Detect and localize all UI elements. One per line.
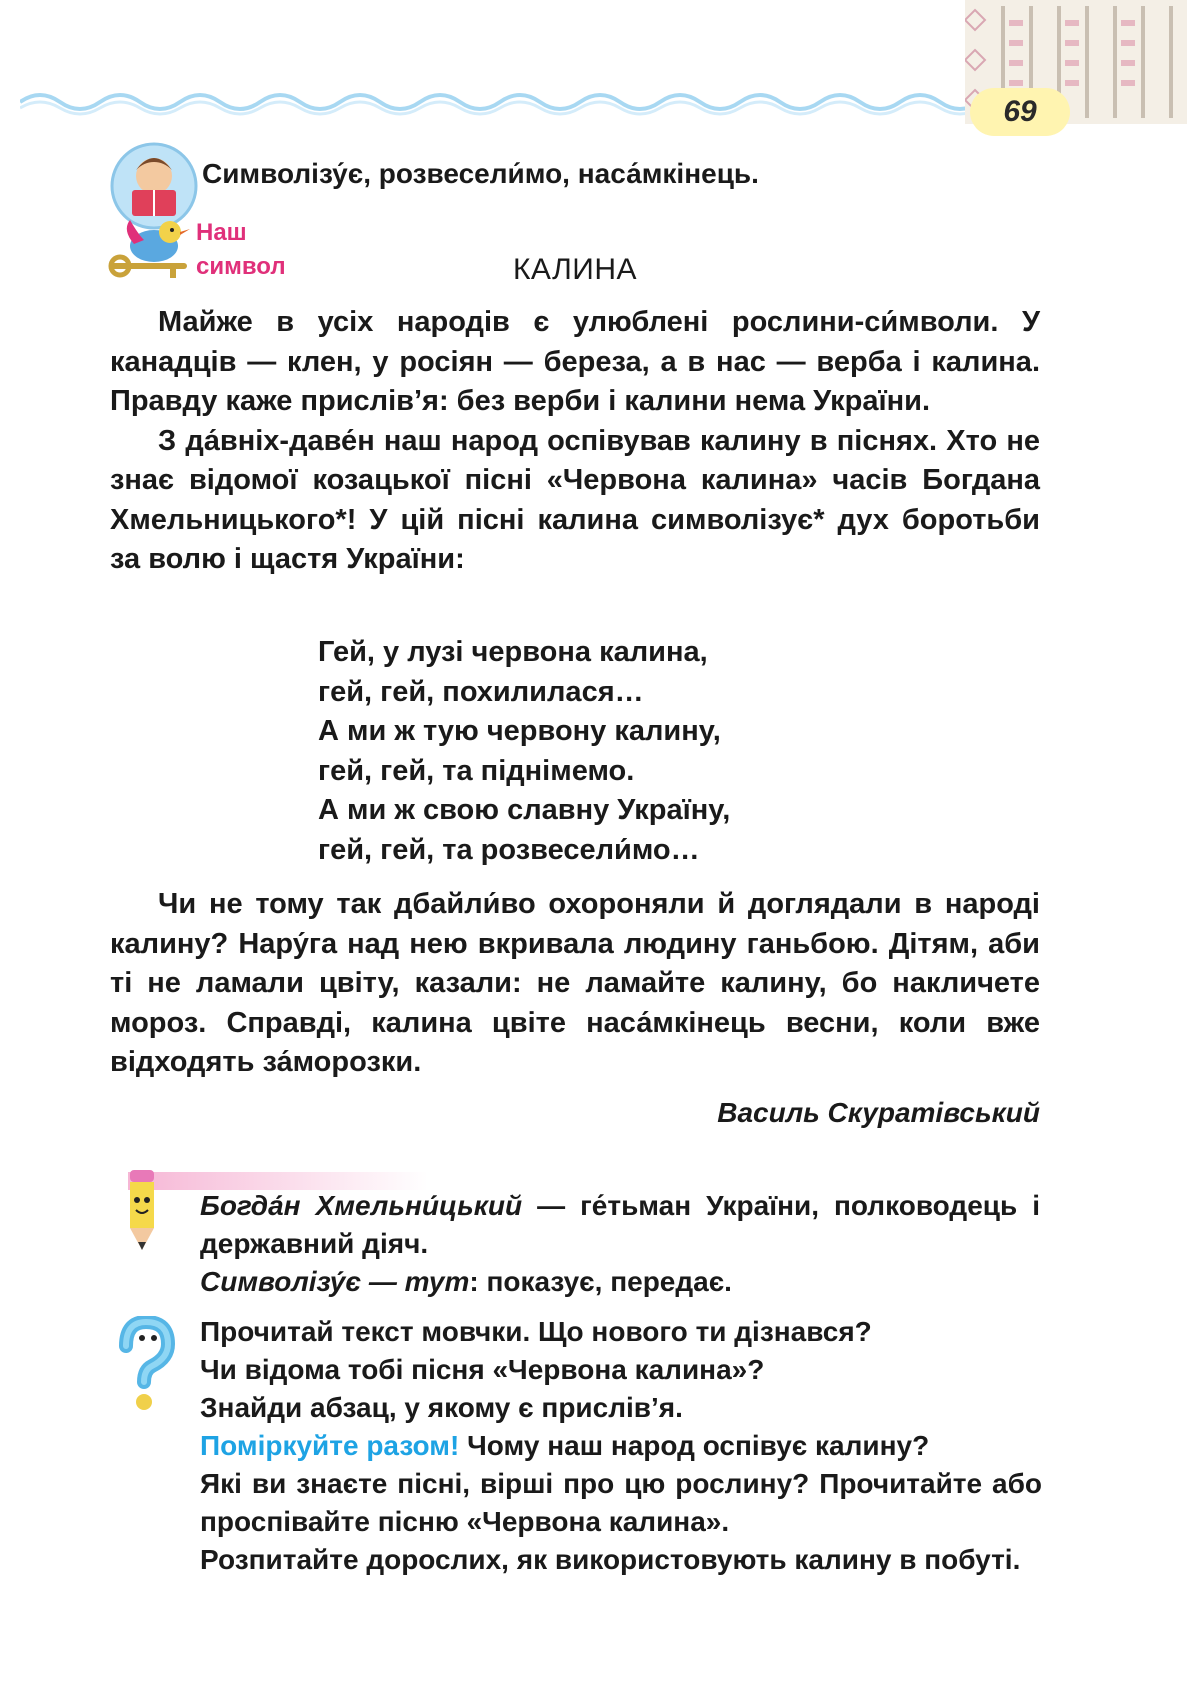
question-mark-character-icon — [112, 1316, 178, 1416]
verse-line: гей, гей, похилилася… — [318, 675, 644, 708]
paragraph-2: З да́вніх-даве́н наш народ оспівував калину в піснях. Хто не знає відомої козацької пісні «Червона калина» часів Богдана Хмельницького*! У цій пісні калина символізує* дух боротьби за волю і щастя України: — [110, 424, 1040, 575]
glossary-term: Богда́н Хмельни́цький — [200, 1190, 523, 1221]
questions-block — [200, 1313, 1042, 1579]
question-5: Які ви знаєте пісні, вірші про цю рослину? Прочитайте або проспівайте пісню «Червона калина». — [200, 1468, 1042, 1537]
verse-line: Гей, у лузі червона калина, — [318, 636, 708, 668]
question-6: Розпитайте дорослих, як використовують калину в побуті. — [200, 1544, 1021, 1575]
glossary-entry-2 — [200, 1263, 1040, 1301]
song-verse — [318, 633, 730, 870]
verse-line: А ми ж свою славну Україну, — [318, 794, 731, 826]
page-number: 69 — [1003, 95, 1037, 128]
glossary-term: Символізу́є — тут — [200, 1266, 470, 1297]
question-4-text: Чому наш народ оспівує калину? — [459, 1430, 930, 1461]
title-text: КАЛИНА — [512, 253, 638, 286]
question-3: Знайди абзац, у якому є прислів’я. — [200, 1392, 683, 1423]
author-name: Василь Скуратівський — [717, 1097, 1040, 1128]
paragraph-1: Майже в усіх народів є улюблені рослини-си́мволи. У канадців — клен, у росіян — береза, а в нас — верба і калина. Правду каже прислів’я: без верби і калини нема України. — [110, 306, 1040, 417]
verse-line: гей, гей, та піднімемо. — [318, 754, 635, 787]
section-label-line1: Наш — [196, 219, 247, 246]
discuss-together-label: Поміркуйте разом! — [200, 1430, 460, 1461]
glossary-definition: — ге́тьман України, полководець і державний діяч. — [200, 1190, 1040, 1259]
question-2: Чи відома тобі пісня «Червона калина»? — [200, 1354, 765, 1385]
reading-words: Символізу́є, розвесели́мо, наса́мкінець. — [202, 158, 759, 189]
question-1: Прочитай текст мовчки. Що нового ти дізнався? — [200, 1316, 872, 1347]
text-title — [0, 253, 1150, 287]
question-4 — [200, 1427, 1042, 1465]
glossary-entry-1 — [200, 1187, 1040, 1263]
paragraph-after-verse-block — [110, 885, 1040, 1083]
section-label-line2: символ — [196, 253, 286, 280]
verse-line: гей, гей, та розвесели́мо… — [318, 833, 700, 866]
pencil-character-icon — [122, 1166, 162, 1254]
header-wave-decoration — [20, 84, 980, 118]
page-number-badge — [970, 88, 1070, 136]
main-text-block — [110, 303, 1040, 580]
paragraph-3: Чи не тому так дбайли́во охороняли й доглядали в народі калину? Нару́га над нею вкривала людину ганьбою. Дітям, аби ті не ламали цвіту, казали: не ламайте калину, бо накличете мороз. Справді, калина цвіте наса́мкінець весни, коли вже відходять за́морозки. — [110, 888, 1040, 1078]
glossary-definition: : показує, передає. — [469, 1266, 732, 1297]
verse-line: А ми ж тую червону калину, — [318, 715, 721, 747]
glossary — [200, 1187, 1040, 1301]
